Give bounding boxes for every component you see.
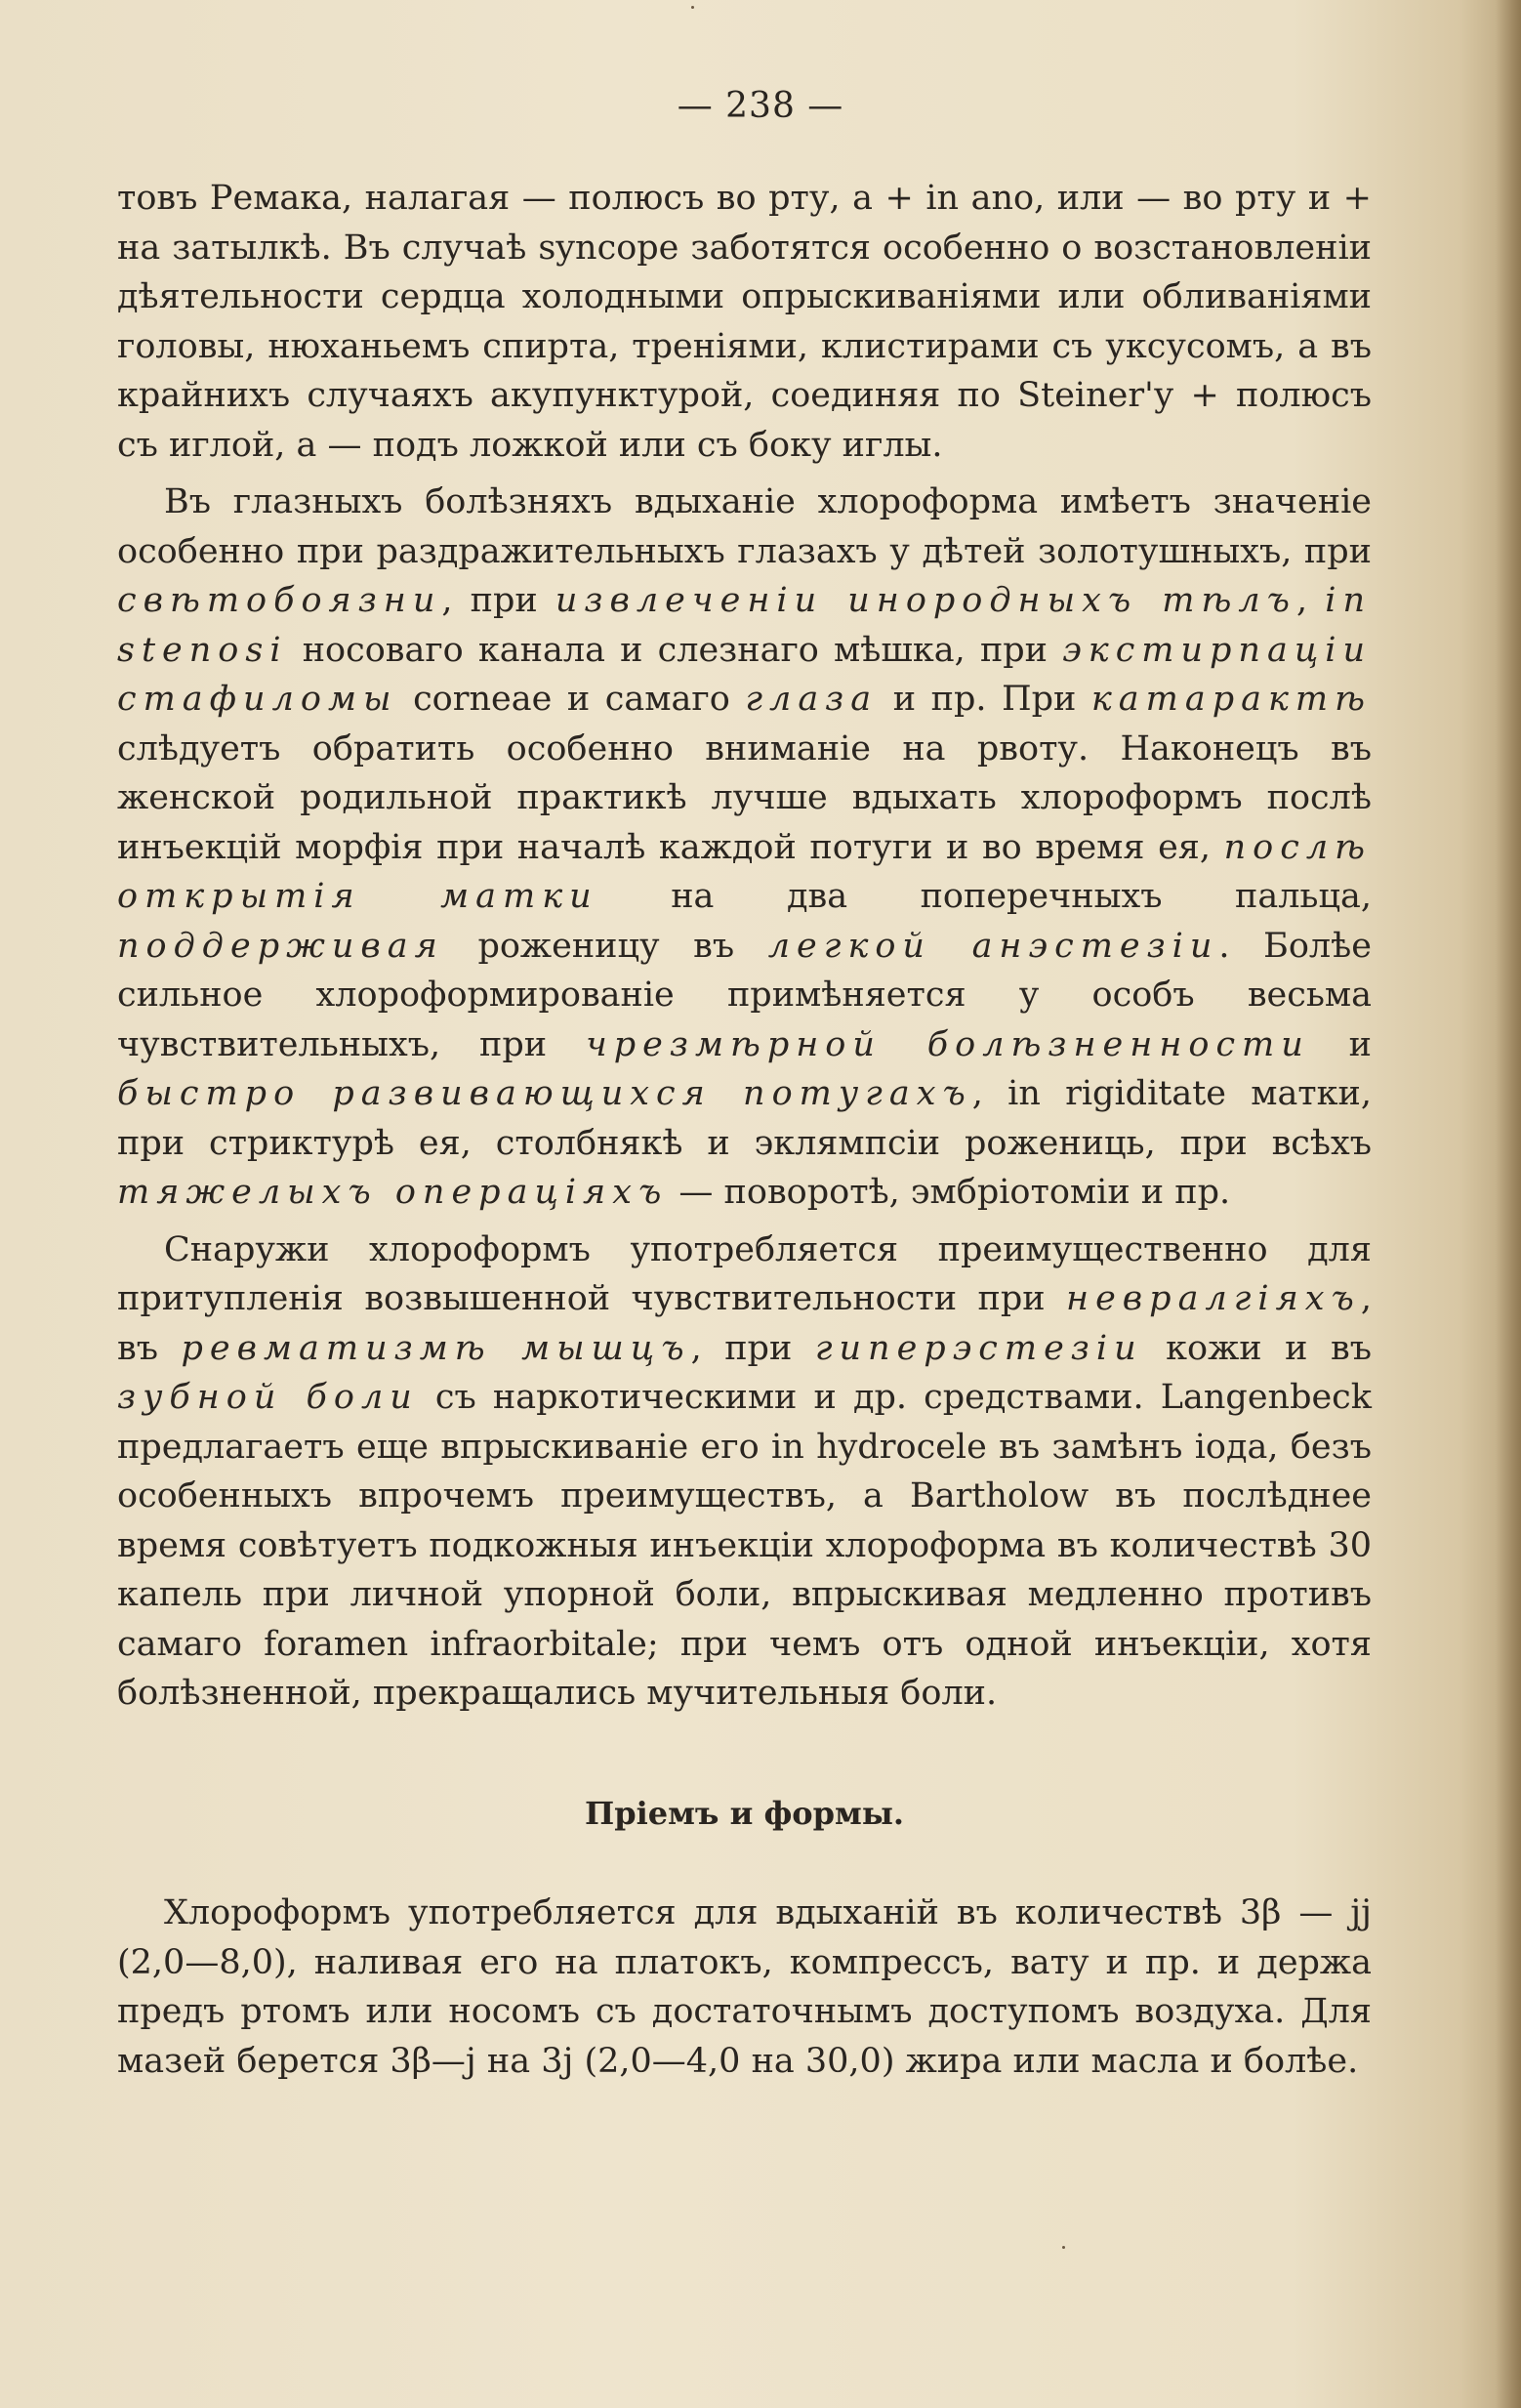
emphasis-text: невралгіяхъ	[1066, 1279, 1361, 1318]
body-text: съ наркотическими и др. средствами. Langenbeck предлагаетъ еще впрыскиваніе его in hydrocele въ замѣнъ іода, безъ особенныхъ впрочемъ преимуществъ, а Bartholow въ послѣднее время совѣтуетъ подкожныя инъекціи хлороформа въ количествѣ 30 капель при личной упорной боли, впрыскивая медленно противъ самаго foramen infraorbitale; при чемъ отъ одной инъекціи, хотя болѣзненной, прекращались мучительныя боли.	[117, 1378, 1372, 1713]
body-text: роженицу въ	[443, 926, 768, 966]
page-edge-shadow	[1496, 0, 1521, 2408]
body-text: Снаружи хлороформъ употребляется преимущественно для притупленія возвышенной чувствительности при	[117, 1229, 1372, 1318]
paragraph-1	[117, 174, 1372, 470]
page-body	[117, 174, 1372, 2086]
emphasis-text: послѣ открытія матки	[117, 827, 1372, 916]
emphasis-text: катарактѣ	[1090, 680, 1372, 719]
body-text: и	[1309, 1024, 1372, 1064]
print-speck	[691, 6, 694, 9]
emphasis-text: экстирпаціи стафиломы	[117, 630, 1372, 719]
body-text: слѣдуетъ обратить особенно вниманіе на рвоту. Наконецъ въ женской родильной практикѣ лучше вдыхать хлороформъ послѣ инъекцій морфія при началѣ каждой потуги и во время ея,	[117, 728, 1372, 867]
page-number: — 238 —	[677, 86, 844, 126]
body-text: носоваго канала и слезнаго мѣшка, при	[287, 630, 1063, 670]
body-text: — поворотѣ, эмбріотоміи и пр.	[668, 1173, 1231, 1212]
body-text: , при	[441, 581, 555, 620]
body-text: corneae и самаго	[397, 680, 746, 719]
body-text: кожи и въ	[1142, 1328, 1372, 1368]
paragraph-2	[117, 477, 1372, 1218]
body-text: , при	[690, 1328, 815, 1368]
body-text: ,	[1296, 581, 1326, 620]
emphasis-text: in stenosi	[117, 581, 1372, 670]
emphasis-text: поддерживая	[117, 926, 444, 966]
body-text: и пр. При	[878, 680, 1091, 719]
emphasis-text: свѣтобоязни	[117, 581, 442, 620]
emphasis-text: тяжелыхъ операціяхъ	[117, 1173, 669, 1212]
body-text: , in rigiditate матки, при стриктурѣ ея, столбнякѣ и эклямпсіи рожениць, при всѣхъ	[117, 1074, 1372, 1163]
emphasis-text: глаза	[745, 680, 879, 719]
emphasis-text: легкой анэстезіи	[767, 926, 1219, 966]
emphasis-text: ревматизмѣ мышцъ	[181, 1328, 691, 1368]
emphasis-text: извлеченіи инородныхъ тѣлъ	[555, 581, 1296, 620]
body-text: товъ Ремака, налагая — полюсъ во рту, а + in ano, или — во рту и + на затылкѣ. Въ случаѣ syncope заботятся особенно о возстановленіи дѣятельности сердца холодными опрыскиваніями или обливаніями головы, нюханьемъ спирта, треніями, клистирами съ уксусомъ, а въ крайнихъ случаяхъ акупунктурой, соединяя по Steiner'у + полюсъ съ иглой, а — подъ ложкой или съ боку иглы.	[117, 179, 1372, 465]
emphasis-text: чрезмѣрной болѣзненности	[585, 1024, 1310, 1064]
body-text: на два поперечныхъ пальца,	[597, 877, 1372, 916]
body-text: . Болѣе сильное хлороформированіе примѣняется у особъ весьма чувствительныхъ, при	[117, 926, 1372, 1064]
section-heading: Пріемъ и формы.	[584, 1794, 905, 1832]
emphasis-text: зубной боли	[117, 1378, 419, 1417]
paragraph-3	[117, 1225, 1372, 1719]
emphasis-text: быстро развивающихся потугахъ	[117, 1074, 972, 1113]
body-text: Хлороформъ употребляется для вдыханій въ количествѣ 3β — jj (2,0—8,0), наливая его на платокъ, компрессъ, вату и пр. и держа предъ ртомъ или носомъ съ достаточнымъ доступомъ воздуха. Для мазей берется 3β—j на 3j (2,0—4,0 на 30,0) жира или масла и болѣе.	[117, 1893, 1372, 2081]
emphasis-text: гиперэстезіи	[814, 1328, 1143, 1368]
body-text: Въ глазныхъ болѣзняхъ вдыханіе хлороформа имѣетъ значеніе особенно при раздражительныхъ глазахъ у дѣтей золотушныхъ, при	[117, 482, 1372, 571]
body-text: , въ	[117, 1279, 1372, 1368]
paragraph-4	[117, 1889, 1372, 2086]
print-speck	[1062, 2246, 1065, 2249]
